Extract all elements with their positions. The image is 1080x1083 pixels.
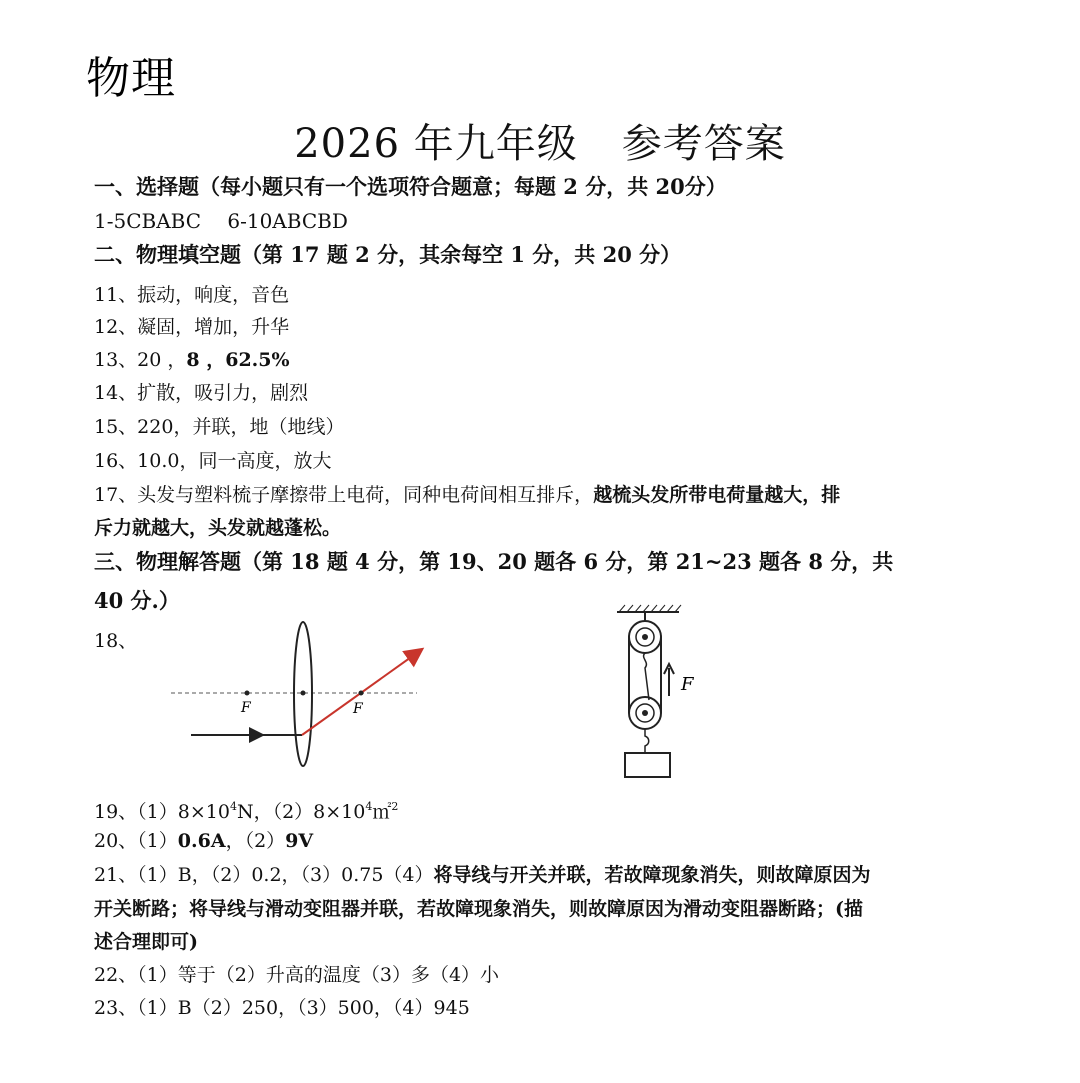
answer-20-prefix: 20、（1）: [94, 830, 178, 852]
ceiling-hatch: [619, 605, 681, 612]
answer-19-exp-a: 4: [229, 800, 237, 813]
answer-19-part-b: N，（2）8×10: [236, 801, 366, 823]
answer-20-voltage: 9V: [285, 830, 314, 852]
focal-label-right: F: [353, 701, 363, 717]
answer-20: [94, 828, 313, 854]
weight-block: [625, 753, 670, 777]
answer-17-normal: 17、头发与塑料梳子摩擦带上电荷，同种电荷间相互排斥，: [94, 484, 594, 506]
focal-point-right: [359, 691, 364, 696]
answer-20-mid: ，（2）: [225, 830, 286, 852]
answer-19: [94, 794, 398, 825]
answer-11: 11、振动，响度，音色: [94, 284, 290, 306]
optical-center: [301, 691, 306, 696]
answer-21-bold1: 将导线与开关并联，若故障现象消失，则故障原因为: [433, 864, 871, 886]
focal-label-left: F: [241, 700, 251, 716]
pulley-diagram: [605, 600, 725, 785]
section3-heading-line2: 40 分.）: [94, 588, 180, 613]
answer-22: 22、（1）等于（2）升高的温度（3）多（4）小: [94, 964, 500, 986]
answer-21-line2: 开关断路；将导线与滑动变阻器并联，若故障现象消失，则故障原因为滑动变阻器断路；(描: [94, 898, 863, 920]
answer-13-prefix: 13、20 ，: [94, 349, 187, 371]
answer-13: [94, 347, 290, 373]
answer-21-line1: [94, 862, 871, 888]
answer-18-label: 18、: [94, 630, 138, 652]
focal-point-left: [245, 691, 250, 696]
answer-23: 23、（1）B（2）250，（3）500，（4）945: [94, 997, 470, 1019]
title-answer-key: 参考答案: [621, 121, 786, 167]
rope-middle: [644, 653, 649, 700]
force-label: F: [681, 674, 694, 695]
answer-20-current: 0.6A: [177, 830, 226, 852]
page-title: [0, 112, 1080, 169]
answer-17-line1: [94, 482, 840, 508]
title-year-grade: 2026 年九年级: [294, 121, 578, 167]
answer-17-bold1: 越梳头发所带电荷量越大，排: [593, 484, 841, 506]
answer-19-unit: ㎡: [372, 801, 392, 823]
section2-heading: 二、物理填空题（第 17 题 2 分，其余每空 1 分，共 20 分）: [94, 242, 682, 267]
section3-heading-line1: 三、物理解答题（第 18 题 4 分，第 19、20 题各 6 分，第 21~23 题各 8 分，共: [94, 549, 894, 574]
hook: [645, 729, 649, 752]
subject-label: 物理: [86, 53, 176, 104]
answer-15: 15、220，并联，地（地线）: [94, 416, 345, 438]
answer-19-exp-c: 2: [391, 800, 399, 813]
answer-21-normal: 21、（1）B，（2）0.2，（3）0.75（4）: [94, 864, 434, 886]
answer-19-part-a: 19、（1）8×10: [94, 801, 230, 823]
answer-21-line3: 述合理即可): [94, 931, 198, 953]
answer-16: 16、10.0，同一高度，放大: [94, 450, 332, 472]
answer-12: 12、凝固，增加，升华: [94, 316, 290, 338]
answer-13-bold: 8 ，62.5%: [186, 349, 290, 371]
answer-14: 14、扩散，吸引力，剧烈: [94, 382, 309, 404]
lens-ray-diagram: [165, 612, 445, 772]
section1-answers: 1-5CBABC 6-10ABCBD: [94, 209, 348, 233]
section1-heading: 一、选择题（每小题只有一个选项符合题意；每题 2 分，共 20分）: [94, 174, 727, 199]
answer-17-line2: 斥力就越大，头发就越蓬松。: [94, 517, 342, 539]
answer-19-exp-b: 4: [365, 800, 373, 813]
